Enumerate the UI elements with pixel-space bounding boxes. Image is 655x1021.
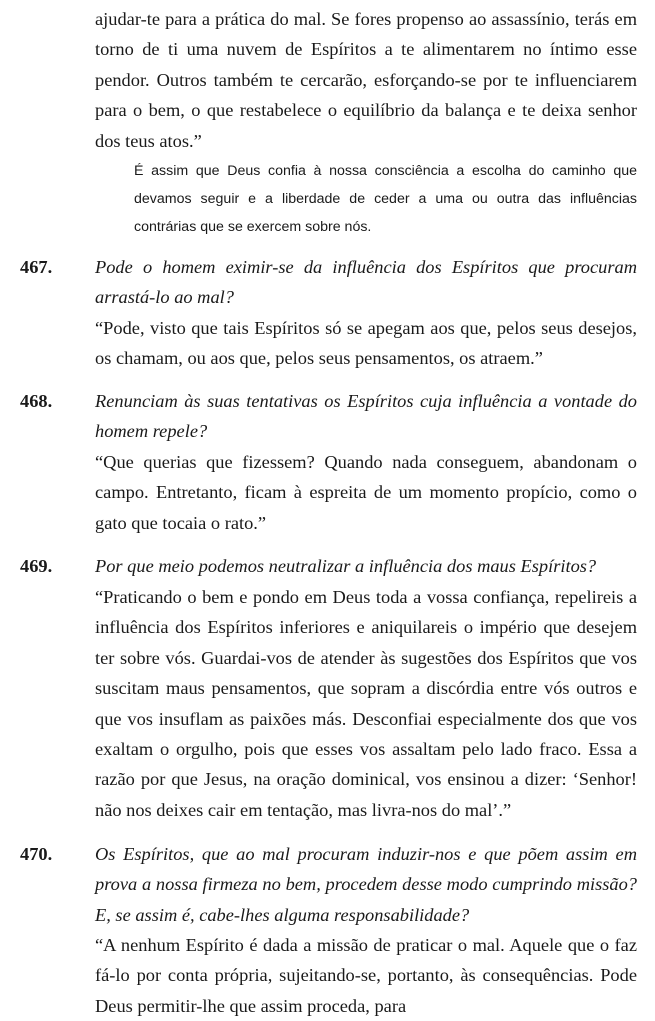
intro-answer-paragraph: ajudar-te para a prática do mal. Se fores propenso ao assassínio, terás em torno de ti uma nuvem de Espíritos a te alimentarem no íntimo esse pendor. Outros também te cercarão, esforçando-se por te influenciarem para o bem, o que restabelece o equilíbrio da balança e te deixa senhor dos teus atos.” [95,9,637,151]
question-467: Pode o homem eximir-se da influência dos Espíritos que procuram arrastá-lo ao mal? [95,257,637,308]
question-469: Por que meio podemos neutralizar a influência dos maus Espíritos? [95,556,597,576]
answer-469: “Praticando o bem e pondo em Deus toda a vossa confiança, repelireis a influência dos Espíritos inferiores e aniquilareis o império que desejem ter sobre vós. Guardai-vos de atender às sugestões dos Espíritos que vos suscitam maus pensamentos, que sopram a discórdia entre vós outros e que vos insuflam as paixões más. Desconfiai especialmente dos que vos exaltam o orgulho, pois que esses vos assaltam pelo lado fraco. Essa a razão por que Jesus, na oração dominical, vos ensinou a dizer: ‘Senhor! não nos deixes cair em tentação, mas livra-nos do mal’.” [95,587,637,820]
question-number-468: 468. [20,391,53,411]
question-number-469: 469. [20,556,53,576]
answer-468: “Que querias que fizessem? Quando nada conseguem, abandonam o campo. Entretanto, ficam à espreita de um momento propício, como o gato que tocaia o rato.” [95,452,637,533]
question-470: Os Espíritos, que ao mal procuram induzir-nos e que põem assim em prova a nossa firmeza no bem, procedem desse modo cumprindo missão? E, se assim é, cabe-lhes alguma responsabilidade? [95,844,637,925]
question-number-470: 470. [20,844,53,864]
intro-commentary-note: É assim que Deus confia à nossa consciência a escolha do caminho que devamos seguir e a liberdade de ceder a uma ou outra das influências contrárias que se exercem sobre nós. [134,163,637,235]
question-468: Renunciam às suas tentativas os Espíritos cuja influência a vontade do homem repele? [95,391,637,442]
answer-467: “Pode, visto que tais Espíritos só se apegam aos que, pelos seus desejos, os chamam, ou aos que, pelos seus pensamentos, os atraem.” [95,318,637,369]
answer-470: “A nenhum Espírito é dada a missão de praticar o mal. Aquele que o faz fá-lo por conta própria, sujeitando-se, portanto, às consequências. Pode Deus permitir-lhe que assim proceda, para [95,935,637,1016]
question-number-467: 467. [20,257,53,277]
